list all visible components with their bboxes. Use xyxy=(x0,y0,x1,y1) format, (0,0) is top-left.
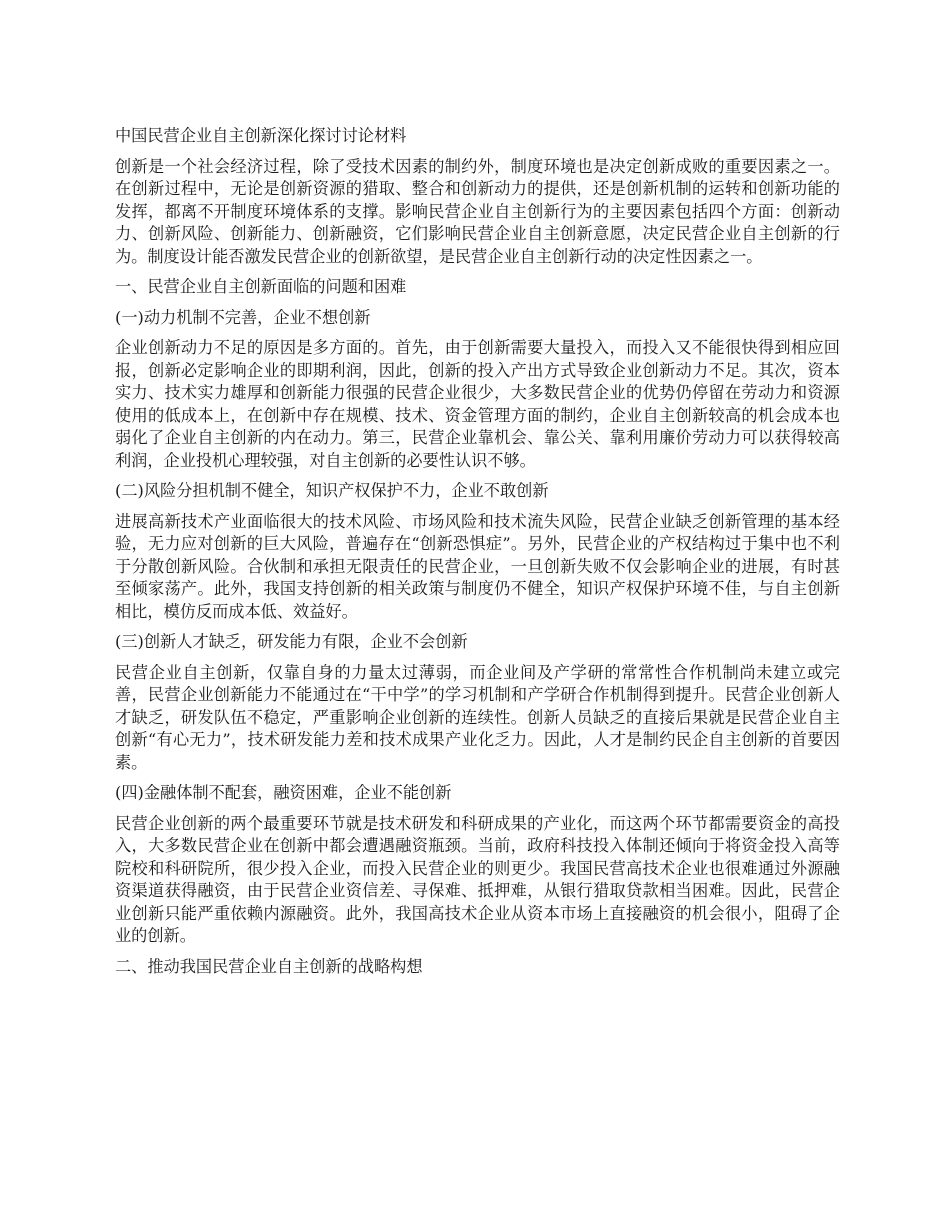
document-page xyxy=(115,125,840,986)
subsection-4-paragraph: 民营企业创新的两个最重要环节就是技术研发和科研成果的产业化，而这两个环节都需要资金的高投入，大多数民营企业在创新中都会遭遇融资瓶颈。当前，政府科技投入体制还倾向于将资金投入高等院校和科研院所，很少投入企业，而投入民营企业的则更少。我国民营高技术企业也很难通过外源融资渠道获得融资，由于民营企业资信差、寻保难、抵押难，从银行猎取贷款相当困难。因此，民营企业创新只能严重依赖内源融资。此外，我国高技术企业从资本市场上直接融资的机会很小，阻碍了企业的创新。 xyxy=(115,813,840,945)
subsection-4-heading: (四)金融体制不配套，融资困难，企业不能创新 xyxy=(115,783,452,802)
subsection-1-heading: (一)动力机制不完善，企业不想创新 xyxy=(115,307,371,327)
subsection-2-paragraph: 进展高新技术产业面临很大的技术风险、市场风险和技术流失风险，民营企业缺乏创新管理的基本经验，无力应对创新的巨大风险，普遍存在“创新恐惧症”。另外，民营企业的产权结构过于集中也不利于分散创新风险。合伙制和承担无限责任的民营企业，一旦创新失败不仅会影响企业的进展，有时甚至倾家荡产。此外，我国支持创新的相关政策与制度仍不健全，知识产权保护环境不佳，与自主创新相比，模仿反而成本低、效益好。 xyxy=(115,511,840,621)
section-2-heading: 二、推动我国民营企业自主创新的战略构想 xyxy=(115,956,423,976)
subsection-2-heading: (二)风险分担机制不健全，知识产权保护不力，企业不敢创新 xyxy=(115,481,549,500)
section-1-heading: 一、民营企业自主创新面临的问题和困难 xyxy=(115,277,407,296)
subsection-3-paragraph: 民营企业自主创新，仅靠自身的力量太过薄弱，而企业间及产学研的常常性合作机制尚未建立或完善，民营企业创新能力不能通过在“干中学”的学习机制和产学研合作机制得到提升。民营企业创新人才缺乏，研发队伍不稳定，严重影响企业创新的连续性。创新人员缺乏的直接后果就是民营企业自主创新“有心无力”，技术研发能力差和技术成果产业化乏力。因此，人才是制约民企自主创新的首要因素。 xyxy=(115,662,840,772)
subsection-3-heading: (三)创新人才缺乏，研发能力有限，企业不会创新 xyxy=(115,632,468,651)
subsection-1-paragraph: 企业创新动力不足的原因是多方面的。首先，由于创新需要大量投入，而投入又不能很快得到相应回报，创新必定影响企业的即期利润，因此，创新的投入产出方式导致企业创新动力不足。其次，资本实力、技术实力雄厚和创新能力很强的民营企业很少，大多数民营企业的优势仍停留在劳动力和资源使用的低成本上，在创新中存在规模、技术、资金管理方面的制约，企业自主创新较高的机会成本也弱化了企业自主创新的内在动力。第三，民营企业靠机会、靠公关、靠利用廉价劳动力可以获得较高利润，企业投机心理较强，对自主创新的必要性认识不够。 xyxy=(115,338,840,470)
intro-paragraph: 创新是一个社会经济过程，除了受技术因素的制约外，制度环境也是决定创新成败的重要因素之一。在创新过程中，无论是创新资源的猎取、整合和创新动力的提供，还是创新机制的运转和创新功能的发挥，都离不开制度环境体系的支撑。影响民营企业自主创新行为的主要因素包括四个方面：创新动力、创新风险、创新能力、创新融资，它们影响民营企业自主创新意愿，决定民营企业自主创新的行为。制度设计能否激发民营企业的创新欲望，是民营企业自主创新行动的决定性因素之一。 xyxy=(115,156,840,266)
document-title: 中国民营企业自主创新深化探讨讨论材料 xyxy=(115,126,407,145)
